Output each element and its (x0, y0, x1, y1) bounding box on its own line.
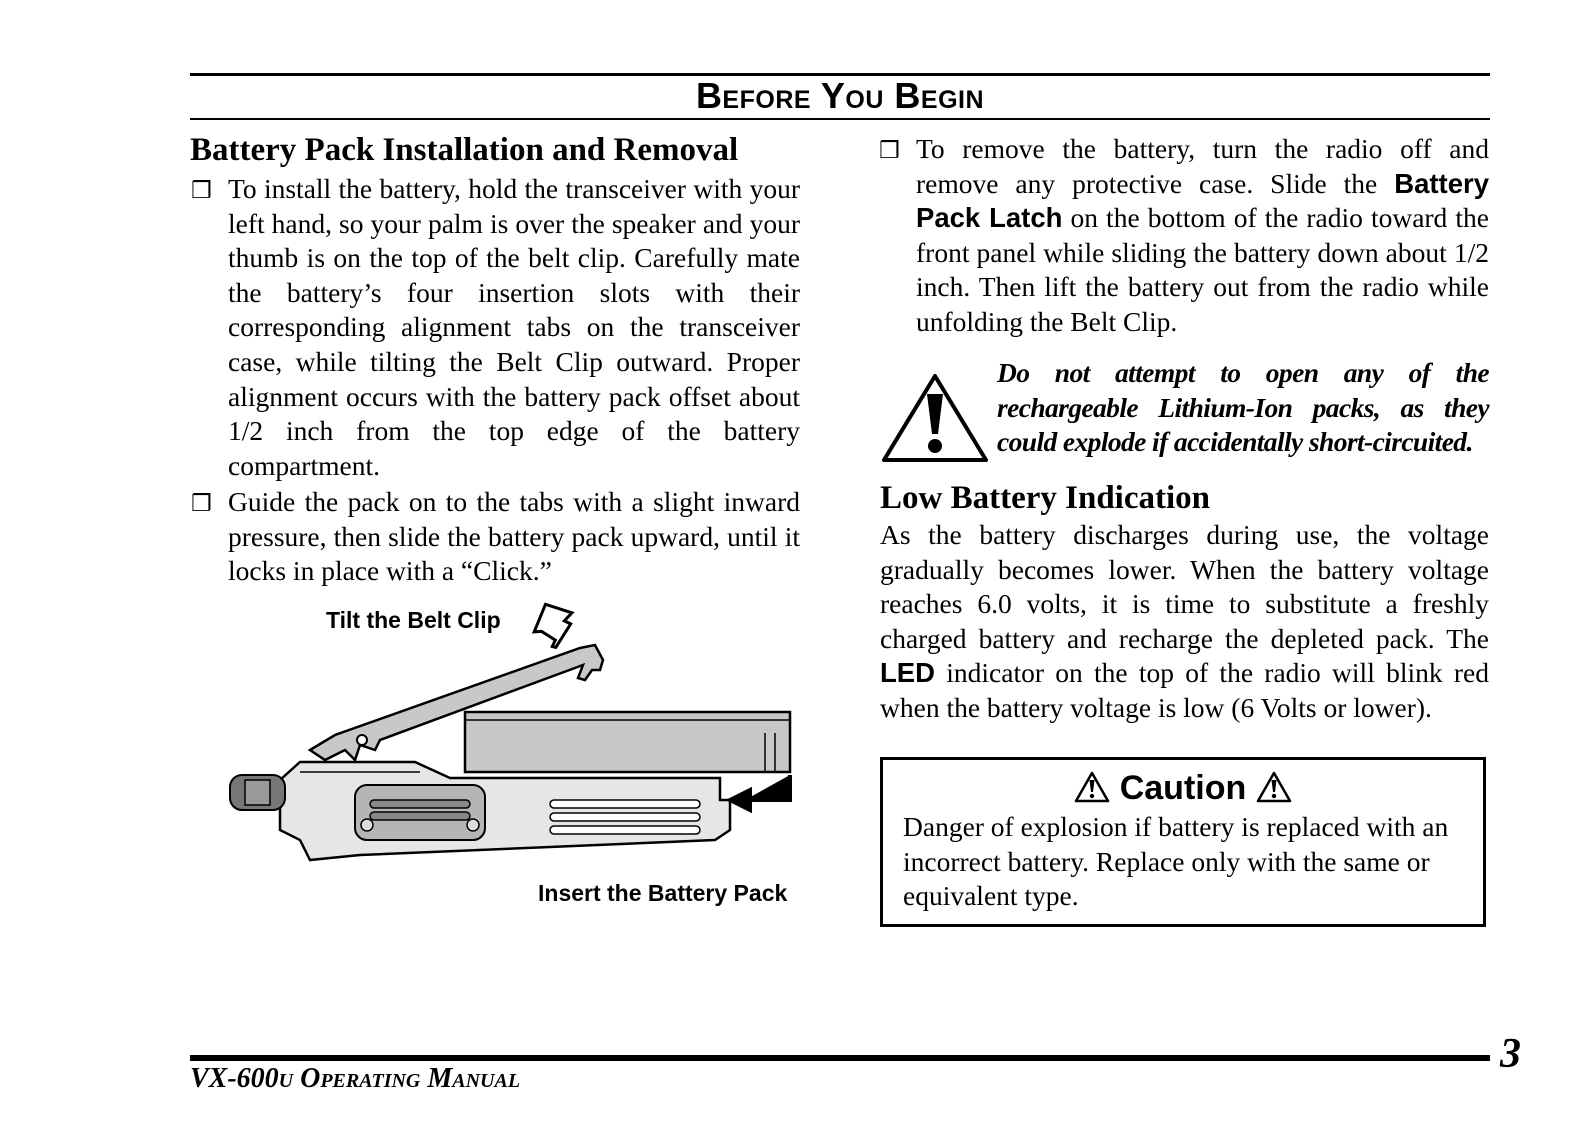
list-item (191, 485, 800, 589)
remove-text-after: on the bottom of the radio toward the front panel while sliding the battery down about 1/2 inch. Then lift the battery out from the radio while unfolding the Belt Clip. (916, 202, 1489, 337)
caution-right-icon (1256, 771, 1292, 803)
page-number: 3 (1500, 1031, 1521, 1077)
install-instructions: To install the battery, hold the transceiver with your left hand, so your palm is over the speaker and your thumb is on the top of the belt clip. Carefully mate the battery’s four insertion slots with their corresponding alignment tabs on the transceiver case, while tilting the Belt Clip outward. Proper alignment occurs with the battery pack offset about 1/2 inch from the top edge of the battery compartment. (228, 173, 800, 481)
caution-body: Danger of explosion if battery is replaced with an incorrect battery. Replace only with the same or equivalent type. (903, 811, 1449, 912)
figure-label-tilt: Tilt the Belt Clip (326, 607, 501, 633)
checkbox-bullet-icon: ❒ (191, 491, 212, 517)
section-heading-installation: Battery Pack Installation and Removal (190, 132, 739, 168)
insert-arrow-icon (730, 775, 790, 810)
caution-title: Caution (1119, 769, 1247, 807)
section-heading-low-battery: Low Battery Indication (880, 480, 1210, 516)
battery-pack-latch-term: Battery Pack Latch (916, 167, 1489, 234)
led-term: LED (880, 657, 935, 689)
battery-installation-illustration (220, 600, 820, 900)
remove-text-before: To remove the battery, turn the radio off and remove any protective case. Slide the (916, 133, 1489, 199)
guide-instructions: Guide the pack on to the tabs with a slight inward pressure, then slide the battery pack upward, until it locks in place with a “Click.” (228, 486, 800, 587)
header-bottom-rule (190, 118, 1490, 120)
page-title: Before You Begin (695, 75, 985, 116)
low-battery-paragraph (880, 518, 1489, 726)
manual-title: VX-600u Operating Manual (190, 1063, 521, 1094)
lithium-ion-warning: Do not attempt to open any of the rechargeable Lithium-Ion packs, as they could explode if accidentally short-circuited. (997, 357, 1489, 458)
caution-box (880, 757, 1486, 927)
list-item (191, 172, 800, 483)
radio-body (280, 762, 730, 860)
caution-heading (883, 768, 1483, 808)
caution-left-icon (1074, 771, 1110, 803)
checkbox-bullet-icon: ❒ (879, 138, 900, 164)
low-text-after: indicator on the top of the radio will blink red when the battery voltage is low (6 Volts or lower). (880, 657, 1489, 723)
list-item (879, 132, 1489, 340)
checkbox-bullet-icon: ❒ (191, 178, 212, 204)
low-text-before: As the battery discharges during use, the voltage gradually becomes lower. When the battery voltage reaches 6.0 volts, it is time to substitute a freshly charged battery and recharge the depleted pack. The (880, 519, 1489, 654)
figure-label-insert: Insert the Battery Pack (538, 880, 788, 906)
footer-rule (190, 1055, 1490, 1061)
battery-pack (465, 712, 790, 772)
tilt-arrow-icon (527, 600, 582, 653)
warning-triangle-icon (880, 372, 990, 464)
